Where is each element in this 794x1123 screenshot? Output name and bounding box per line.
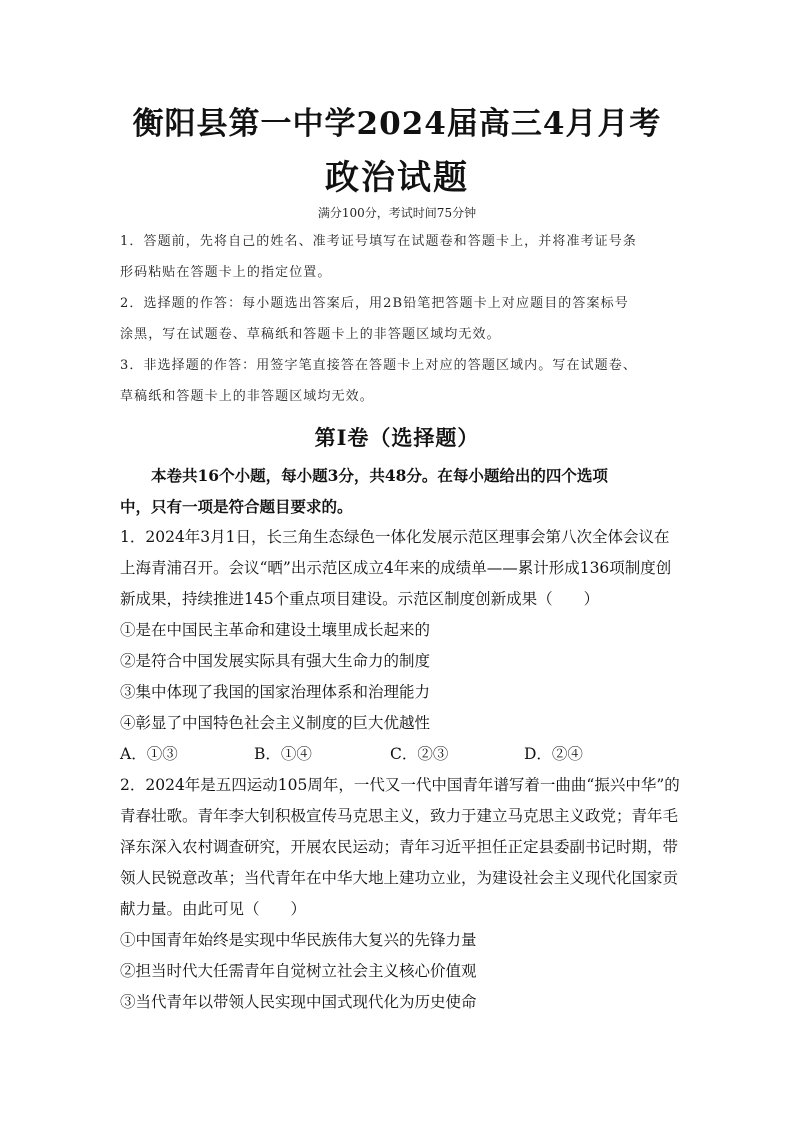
answer-choices xyxy=(120,739,690,770)
exam-subject-title: 政治试题 xyxy=(325,158,469,198)
notice-item-1 xyxy=(120,226,686,288)
choice-d: D．②④ xyxy=(524,745,583,763)
question-stem-line: 献力量。由此可见（ ） xyxy=(120,900,307,918)
notice-line: 3．非选择题的作答：用签字笔直接答在答题卡上对应的答题区域内。写在试题卷、 xyxy=(120,358,637,373)
question-1 xyxy=(120,522,690,770)
choice-a: A．①③ xyxy=(120,745,178,763)
notice-line: 1．答题前，先将自己的姓名、准考证号填写在试题卷和答题卡上，并将准考证号条 xyxy=(120,234,637,249)
exam-meta: 满分100分，考试时间75分钟 xyxy=(317,206,477,220)
question-option: ①中国青年始终是实现中华民族伟大复兴的先锋力量 xyxy=(120,931,477,949)
question-option: ①是在中国民主革命和建设土壤里成长起来的 xyxy=(120,621,431,639)
choice-c: C．②③ xyxy=(390,745,449,763)
notice-item-2 xyxy=(120,288,686,350)
question-stem-line: 1．2024年3月1日，长三角生态绿色一体化发展示范区理事会第八次全体会议在 xyxy=(120,528,670,546)
section-intro-line: 本卷共16个小题，每小题3分，共48分。在每小题给出的四个选项 xyxy=(151,466,608,485)
exam-title: 衡阳县第一中学2024届高三4月月考 xyxy=(132,106,662,142)
question-stem-line: 领人民锐意改革；当代青年在中华大地上建功立业，为建设社会主义现代化国家贡 xyxy=(120,869,679,887)
question-option: ③当代青年以带领人民实现中国式现代化为历史使命 xyxy=(120,993,477,1011)
notice-line: 2．选择题的作答：每小题选出答案后，用2B铅笔把答题卡上对应题目的答案标号 xyxy=(120,296,629,311)
question-2 xyxy=(120,770,690,1018)
notice-line: 形码粘贴在答题卡上的指定位置。 xyxy=(120,265,332,280)
question-option: ②担当时代大任需青年自觉树立社会主义核心价值观 xyxy=(120,962,477,980)
question-option: ④彰显了中国特色社会主义制度的巨大优越性 xyxy=(120,714,431,732)
section-intro xyxy=(120,460,680,522)
question-option: ②是符合中国发展实际具有强大生命力的制度 xyxy=(120,652,431,670)
question-stem-line: 2．2024年是五四运动105周年，一代又一代中国青年谱写着一曲曲“振兴中华”的 xyxy=(120,776,680,794)
notice-line: 草稿纸和答题卡上的非答题区域均无效。 xyxy=(120,389,374,404)
question-stem-line: 青春壮歌。青年李大钊积极宣传马克思主义，致力于建立马克思主义政党；青年毛 xyxy=(120,807,679,825)
choice-b: B．①④ xyxy=(254,745,312,763)
notice-line: 涂黑，写在试题卷、草稿纸和答题卡上的非答题区域均无效。 xyxy=(120,327,501,342)
question-option: ③集中体现了我国的国家治理体系和治理能力 xyxy=(120,683,431,701)
question-stem-line: 泽东深入农村调查研究，开展农民运动；青年习近平担任正定县委副书记时期，带 xyxy=(120,838,679,856)
question-stem-line: 上海青浦召开。会议“晒”出示范区成立4年来的成绩单——累计形成136项制度创 xyxy=(120,559,672,577)
question-stem-line: 新成果，持续推进145个重点项目建设。示范区制度创新成果（ ） xyxy=(120,590,600,608)
section-intro-line: 中，只有一项是符合题目要求的。 xyxy=(120,497,353,516)
section-title: 第Ⅰ卷（选择题） xyxy=(314,425,480,450)
notice-item-3 xyxy=(120,350,686,412)
